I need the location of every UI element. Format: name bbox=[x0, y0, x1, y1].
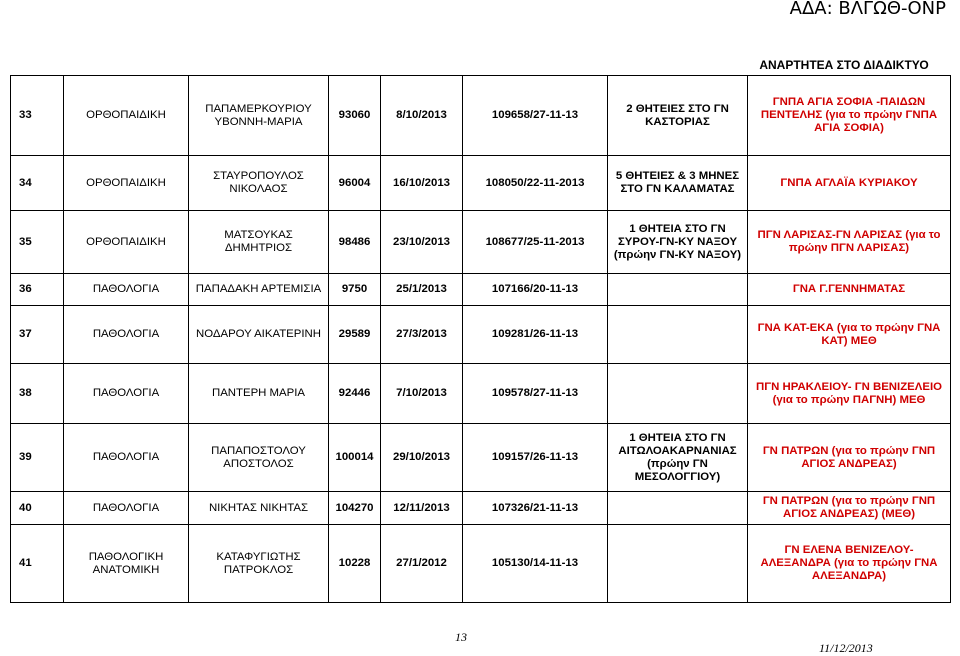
specialty-cell: ΟΡΘΟΠΑΙΔΙΚΗ bbox=[64, 76, 189, 156]
name-cell: ΜΑΤΣΟΥΚΑΣ ΔΗΜΗΤΡΙΟΣ bbox=[189, 211, 329, 274]
registry-number-cell: 92446 bbox=[329, 364, 381, 424]
table-row bbox=[11, 525, 951, 603]
date-cell: 23/10/2013 bbox=[381, 211, 463, 274]
unit-cell: ΓΝ ΠΑΤΡΩΝ (για το πρώην ΓΝΠ ΑΓΙΟΣ ΑΝΔΡΕΑΣ) (ΜΕΘ) bbox=[748, 492, 951, 525]
specialty-cell: ΠΑΘΟΛΟΓΙΑ bbox=[64, 424, 189, 492]
registry-number-cell: 104270 bbox=[329, 492, 381, 525]
positions-cell bbox=[608, 274, 748, 306]
registry-number-cell: 9750 bbox=[329, 274, 381, 306]
specialty-cell: ΟΡΘΟΠΑΙΔΙΚΗ bbox=[64, 156, 189, 211]
name-cell: ΚΑΤΑΦΥΓΙΩΤΗΣ ΠΑΤΡΟΚΛΟΣ bbox=[189, 525, 329, 603]
name-cell: ΠΑΠΑΜΕΡΚΟΥΡΙΟΥ ΥΒΟΝΝΗ-ΜΑΡΙΑ bbox=[189, 76, 329, 156]
row-number: 40 bbox=[11, 492, 64, 525]
protocol-cell: 105130/14-11-13 bbox=[463, 525, 608, 603]
section-heading: ΑΝΑΡΤΗΤΕΑ ΣΤΟ ΔΙΑΔΙΚΤΥΟ bbox=[759, 58, 929, 72]
date-cell: 16/10/2013 bbox=[381, 156, 463, 211]
registry-number-cell: 10228 bbox=[329, 525, 381, 603]
positions-cell: 5 ΘΗΤΕΙΕΣ & 3 ΜΗΝΕΣ ΣΤΟ ΓΝ ΚΑΛΑΜΑΤΑΣ bbox=[608, 156, 748, 211]
specialty-cell: ΠΑΘΟΛΟΓΙΑ bbox=[64, 492, 189, 525]
table-row bbox=[11, 306, 951, 364]
positions-cell: 1 ΘΗΤΕΙΑ ΣΤΟ ΓΝ ΑΙΤΩΛΟΑΚΑΡΝΑΝΙΑΣ (πρώην ΓΝ ΜΕΣΟΛΟΓΓΙΟΥ) bbox=[608, 424, 748, 492]
specialty-cell: ΠΑΘΟΛΟΓΙΑ bbox=[64, 274, 189, 306]
specialty-cell: ΠΑΘΟΛΟΓΙΚΗ ΑΝΑΤΟΜΙΚΗ bbox=[64, 525, 189, 603]
specialty-cell: ΠΑΘΟΛΟΓΙΑ bbox=[64, 364, 189, 424]
date-cell: 8/10/2013 bbox=[381, 76, 463, 156]
positions-cell bbox=[608, 525, 748, 603]
row-number: 35 bbox=[11, 211, 64, 274]
table-row bbox=[11, 156, 951, 211]
table-row bbox=[11, 492, 951, 525]
registry-number-cell: 98486 bbox=[329, 211, 381, 274]
row-number: 41 bbox=[11, 525, 64, 603]
protocol-cell: 108050/22-11-2013 bbox=[463, 156, 608, 211]
registry-number-cell: 100014 bbox=[329, 424, 381, 492]
protocol-cell: 108677/25-11-2013 bbox=[463, 211, 608, 274]
unit-cell: ΓΝΑ Γ.ΓΕΝΝΗΜΑΤΑΣ bbox=[748, 274, 951, 306]
unit-cell: ΓΝ ΠΑΤΡΩΝ (για το πρώην ΓΝΠ ΑΓΙΟΣ ΑΝΔΡΕΑΣ) bbox=[748, 424, 951, 492]
ada-code: ΑΔΑ: ΒΛΓΩΘ-ΟΝΡ bbox=[789, 0, 946, 19]
positions-cell bbox=[608, 492, 748, 525]
date-cell: 27/3/2013 bbox=[381, 306, 463, 364]
positions-cell: 2 ΘΗΤΕΙΕΣ ΣΤΟ ΓΝ ΚΑΣΤΟΡΙΑΣ bbox=[608, 76, 748, 156]
page-number: 13 bbox=[455, 630, 467, 644]
unit-cell: ΠΓΝ ΛΑΡΙΣΑΣ-ΓΝ ΛΑΡΙΣΑΣ (για το πρώην ΠΓΝ ΛΑΡΙΣΑΣ) bbox=[748, 211, 951, 274]
date-cell: 25/1/2013 bbox=[381, 274, 463, 306]
name-cell: ΠΑΠΑΔΑΚΗ ΑΡΤΕΜΙΣΙΑ bbox=[189, 274, 329, 306]
table-row bbox=[11, 364, 951, 424]
date-cell: 12/11/2013 bbox=[381, 492, 463, 525]
row-number: 34 bbox=[11, 156, 64, 211]
registry-number-cell: 93060 bbox=[329, 76, 381, 156]
protocol-cell: 109658/27-11-13 bbox=[463, 76, 608, 156]
table-row bbox=[11, 424, 951, 492]
unit-cell: ΓΝΠΑ ΑΓΛΑΪΑ ΚΥΡΙΑΚΟΥ bbox=[748, 156, 951, 211]
table-row bbox=[11, 274, 951, 306]
footer-date: 11/12/2013 bbox=[819, 641, 873, 655]
table-row bbox=[11, 211, 951, 274]
positions-cell bbox=[608, 306, 748, 364]
positions-cell bbox=[608, 364, 748, 424]
row-number: 37 bbox=[11, 306, 64, 364]
date-cell: 27/1/2012 bbox=[381, 525, 463, 603]
registry-number-cell: 96004 bbox=[329, 156, 381, 211]
row-number: 39 bbox=[11, 424, 64, 492]
registry-number-cell: 29589 bbox=[329, 306, 381, 364]
row-number: 33 bbox=[11, 76, 64, 156]
appointments-table bbox=[10, 75, 951, 603]
protocol-cell: 107166/20-11-13 bbox=[463, 274, 608, 306]
specialty-cell: ΟΡΘΟΠΑΙΔΙΚΗ bbox=[64, 211, 189, 274]
name-cell: ΝΙΚΗΤΑΣ ΝΙΚΗΤΑΣ bbox=[189, 492, 329, 525]
date-cell: 7/10/2013 bbox=[381, 364, 463, 424]
unit-cell: ΓΝΠΑ ΑΓΙΑ ΣΟΦΙΑ -ΠΑΙΔΩΝ ΠΕΝΤΕΛΗΣ (για το πρώην ΓΝΠΑ ΑΓΙΑ ΣΟΦΙΑ) bbox=[748, 76, 951, 156]
protocol-cell: 109157/26-11-13 bbox=[463, 424, 608, 492]
protocol-cell: 107326/21-11-13 bbox=[463, 492, 608, 525]
unit-cell: ΠΓΝ ΗΡΑΚΛΕΙΟΥ- ΓΝ ΒΕΝΙΖΕΛΕΙΟ (για το πρώην ΠΑΓΝΗ) ΜΕΘ bbox=[748, 364, 951, 424]
name-cell: ΣΤΑΥΡΟΠΟΥΛΟΣ ΝΙΚΟΛΑΟΣ bbox=[189, 156, 329, 211]
unit-cell: ΓΝΑ ΚΑΤ-ΕΚΑ (για το πρώην ΓΝΑ ΚΑΤ) ΜΕΘ bbox=[748, 306, 951, 364]
row-number: 36 bbox=[11, 274, 64, 306]
name-cell: ΝΟΔΑΡΟΥ ΑΙΚΑΤΕΡΙΝΗ bbox=[189, 306, 329, 364]
positions-cell: 1 ΘΗΤΕΙΑ ΣΤΟ ΓΝ ΣΥΡΟΥ-ΓΝ-ΚΥ ΝΑΞΟΥ (πρώην ΓΝ-ΚΥ ΝΑΞΟΥ) bbox=[608, 211, 748, 274]
name-cell: ΠΑΠΑΠΟΣΤΟΛΟΥ ΑΠΟΣΤΟΛΟΣ bbox=[189, 424, 329, 492]
unit-cell: ΓΝ ΕΛΕΝΑ ΒΕΝΙΖΕΛΟΥ-ΑΛΕΞΑΝΔΡΑ (για το πρώην ΓΝΑ ΑΛΕΞΑΝΔΡΑ) bbox=[748, 525, 951, 603]
specialty-cell: ΠΑΘΟΛΟΓΙΑ bbox=[64, 306, 189, 364]
table-row bbox=[11, 76, 951, 156]
row-number: 38 bbox=[11, 364, 64, 424]
name-cell: ΠΑΝΤΕΡΗ ΜΑΡΙΑ bbox=[189, 364, 329, 424]
protocol-cell: 109578/27-11-13 bbox=[463, 364, 608, 424]
protocol-cell: 109281/26-11-13 bbox=[463, 306, 608, 364]
date-cell: 29/10/2013 bbox=[381, 424, 463, 492]
